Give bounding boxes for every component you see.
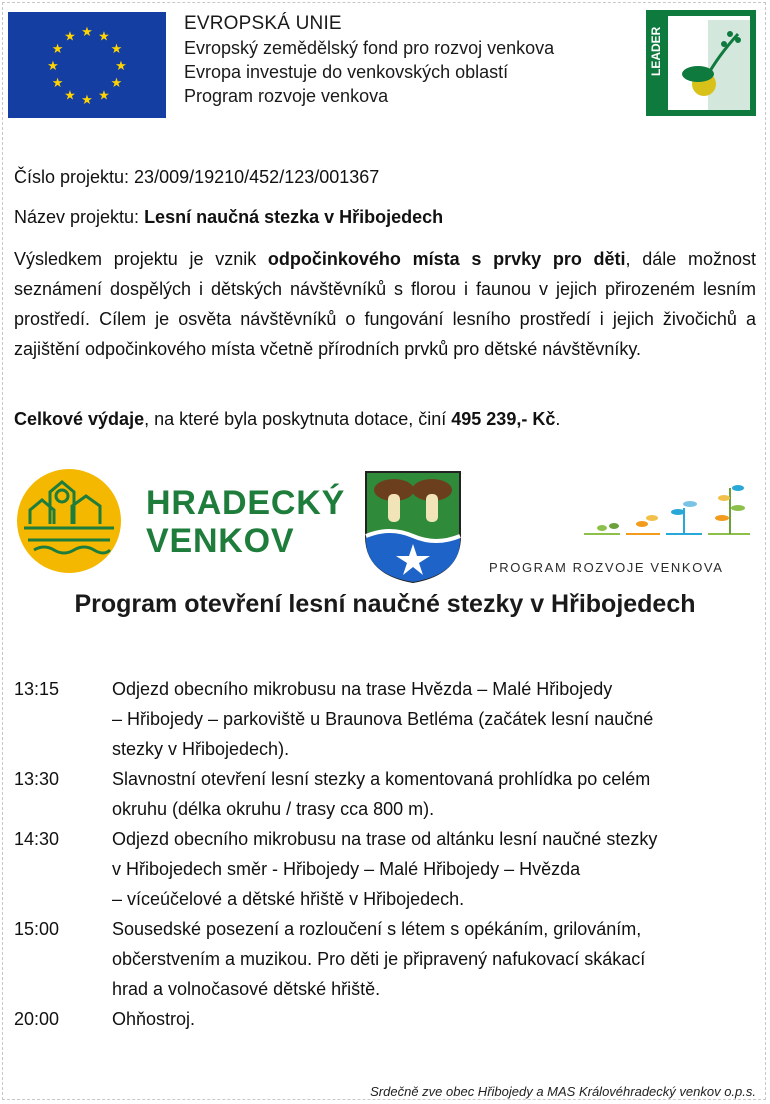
hradecky-venkov-wordmark <box>146 484 345 560</box>
project-name-value: Lesní naučná stezka v Hřibojedech <box>144 207 444 227</box>
eu-fund-line: Evropský zemědělský fond pro rozvoj venkova <box>184 38 555 58</box>
footer-invitation: Srdečně zve obec Hřibojedy a MAS Královéhradecký venkov o.p.s. <box>370 1084 756 1099</box>
program-title: Program otevření lesní naučné stezky v Hřibojedech <box>74 590 696 618</box>
schedule-item <box>14 1004 754 1034</box>
eu-star-icon: ★ <box>64 29 76 45</box>
cost-label: Celkové výdaje <box>14 409 145 429</box>
project-desc-part1: Výsledkem projektu je vznik <box>14 249 268 269</box>
schedule-item <box>14 764 754 824</box>
eu-header-text <box>184 12 554 108</box>
eu-star-icon: ★ <box>115 59 127 74</box>
schedule-text: Ohňostroj. <box>112 1009 196 1029</box>
project-desc-part2: , dále možnost seznámení dospělých i dětských návštěvníků s florou i faunou v jejich přirozeném lesním prostředí. Cílem je osvěta návštěvníků o fungování lesního prostředí i jejich živočichů a zajištění odpočinkového místa včetně přírodních prvků pro dětské návštěvníky. <box>14 249 757 359</box>
schedule-text: Slavnostní otevření lesní stezky a komentovaná prohlídka po celém okruhu (délka okruhu / trasy cca 800 m). <box>112 769 651 819</box>
cost-end: . <box>555 409 561 429</box>
eu-program-line: Program rozvoje venkova <box>184 86 389 106</box>
cost-mid: , na které byla poskytnuta dotace, činí <box>144 409 452 429</box>
project-number: Číslo projektu: 23/009/19210/452/123/001367 <box>14 167 380 187</box>
project-name <box>14 203 756 231</box>
leader-logo <box>646 10 756 116</box>
prv-label: PROGRAM ROZVOJE VENKOVA <box>489 560 724 575</box>
schedule-text: Odjezd obecního mikrobusu na trase od altánku lesní naučné stezky v Hřibojedech směr - Hřibojedy – Malé Hřibojedy – Hvězda – víceúčelové a dětské hřiště v Hřibojedech. <box>112 829 658 909</box>
eu-star-icon: ★ <box>110 76 123 91</box>
eu-flag-logo <box>8 12 166 118</box>
eu-star-icon: ★ <box>51 42 64 57</box>
eu-title: EVROPSKÁ UNIE <box>184 13 342 34</box>
eu-star-icon: ★ <box>47 59 59 74</box>
eu-star-icon: ★ <box>51 76 64 91</box>
schedule-item <box>14 674 754 764</box>
hribojedy-coat-of-arms <box>364 470 462 584</box>
schedule-time: 13:15 <box>14 679 60 699</box>
cost-value: 495 239,- Kč <box>451 409 556 429</box>
project-description <box>14 244 756 364</box>
schedule-time: 13:30 <box>14 769 60 789</box>
program-rozvoje-venkova-logo <box>580 478 760 542</box>
hradecky-venkov-emblem <box>14 468 124 574</box>
eu-star-icon: ★ <box>64 88 76 104</box>
eu-star-icon: ★ <box>98 88 110 104</box>
leader-label: LEADER <box>649 26 663 76</box>
schedule-item <box>14 914 754 1004</box>
eu-star-icon: ★ <box>110 42 123 57</box>
eu-invest-line: Evropa investuje do venkovských oblastí <box>184 62 509 82</box>
schedule-time: 15:00 <box>14 919 60 939</box>
schedule-time: 20:00 <box>14 1009 60 1029</box>
hv-line2: VENKOV <box>146 522 295 560</box>
project-desc-bold: odpočinkového místa s prvky pro děti <box>267 249 626 269</box>
schedule-time: 14:30 <box>14 829 60 849</box>
schedule-list <box>14 674 754 1034</box>
schedule-text: Odjezd obecního mikrobusu na trase Hvězda – Malé Hřibojedy – Hřibojedy – parkoviště u Braunova Betléma (začátek lesní naučné stezky v Hřibojedech). <box>112 679 654 759</box>
project-cost <box>14 405 756 433</box>
eu-star-icon: ★ <box>81 93 93 108</box>
schedule-item <box>14 824 754 914</box>
project-name-label: Název projektu: <box>14 207 145 227</box>
schedule-text: Sousedské posezení a rozloučení s létem s opékáním, grilováním, občerstvením a muzikou. Pro děti je připravený nafukovací skákací hrad a volnočasové dětské hřiště. <box>112 919 646 999</box>
eu-star-icon: ★ <box>81 25 93 40</box>
hv-line1: HRADECKÝ <box>146 484 346 522</box>
eu-star-icon: ★ <box>98 29 110 45</box>
